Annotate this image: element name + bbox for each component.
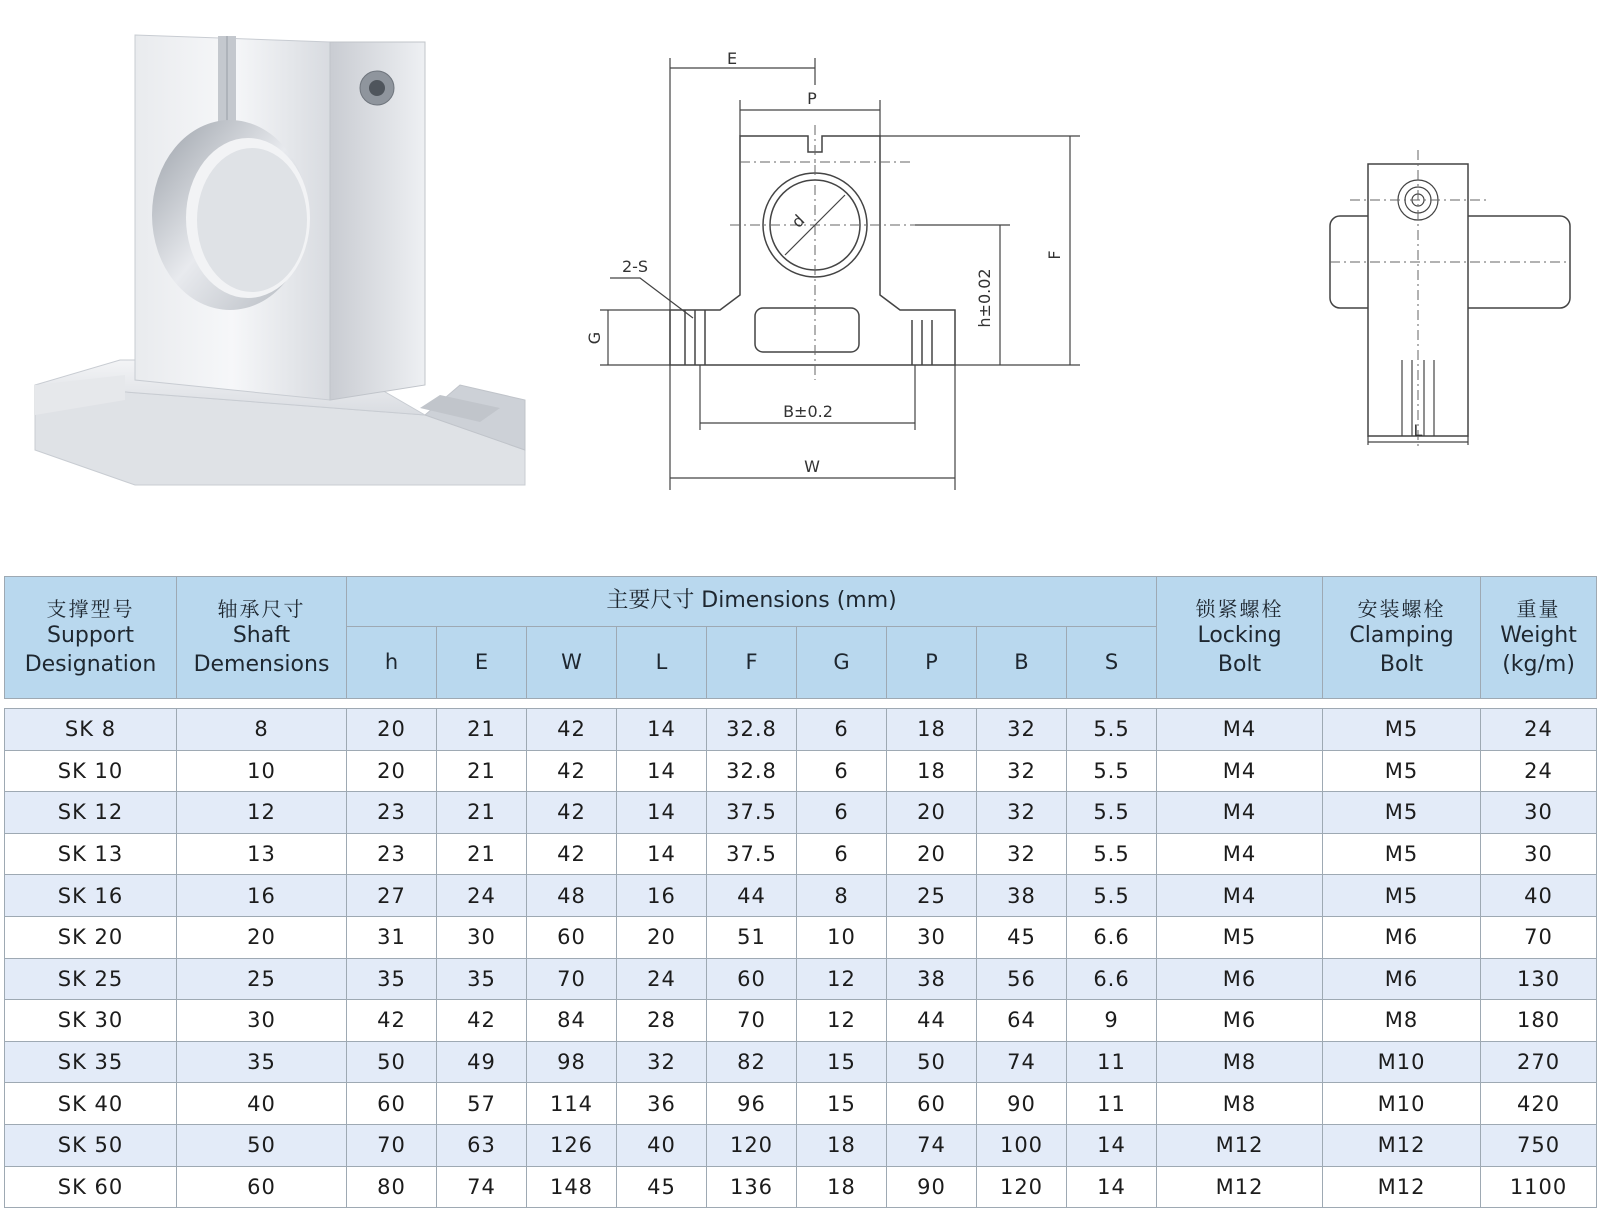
table-cell: 27: [347, 875, 437, 917]
table-cell: 98: [527, 1041, 617, 1083]
table-cell: M8: [1157, 1083, 1323, 1125]
table-row: [5, 1000, 1597, 1042]
header-dimensions: 主要尺寸 Dimensions (mm): [347, 577, 1157, 627]
table-cell: M6: [1323, 958, 1481, 1000]
table-cell: 14: [617, 792, 707, 834]
table-cell: 18: [797, 1166, 887, 1208]
table-cell: M6: [1157, 1000, 1323, 1042]
table-cell: 14: [617, 833, 707, 875]
table-cell: 31: [347, 916, 437, 958]
table-cell: 24: [437, 875, 527, 917]
table-cell: 50: [347, 1041, 437, 1083]
header-locking-en1: Locking: [1197, 622, 1282, 648]
table-cell: 15: [797, 1041, 887, 1083]
table-cell: 24: [1481, 750, 1597, 792]
table-cell: 40: [1481, 875, 1597, 917]
table-cell: M4: [1157, 875, 1323, 917]
table-cell: SK 8: [5, 709, 177, 751]
table-cell: 42: [347, 1000, 437, 1042]
table-cell: 74: [887, 1124, 977, 1166]
table-cell: 80: [347, 1166, 437, 1208]
table-cell: 114: [527, 1083, 617, 1125]
table-cell: 6: [797, 750, 887, 792]
header-dim-s: S: [1067, 627, 1157, 699]
table-cell: 12: [797, 958, 887, 1000]
table-cell: 14: [1067, 1166, 1157, 1208]
header-clamping-cn: 安装螺栓: [1357, 596, 1446, 621]
header-dim-e: E: [437, 627, 527, 699]
table-cell: 40: [617, 1124, 707, 1166]
table-cell: M12: [1323, 1166, 1481, 1208]
table-cell: M8: [1323, 1000, 1481, 1042]
table-cell: 5.5: [1067, 709, 1157, 751]
header-clamping-en1: Clamping: [1349, 622, 1454, 648]
front-view-drawing: [585, 40, 1110, 510]
label-W: W: [804, 457, 820, 476]
table-cell: 15: [797, 1083, 887, 1125]
table-cell: 148: [527, 1166, 617, 1208]
table-cell: M6: [1323, 916, 1481, 958]
label-h: h±0.02: [975, 268, 994, 328]
table-cell: 42: [437, 1000, 527, 1042]
table-cell: 42: [527, 833, 617, 875]
table-cell: 70: [347, 1124, 437, 1166]
table-cell: 32.8: [707, 709, 797, 751]
header-dim-g: G: [797, 627, 887, 699]
table-cell: M10: [1323, 1041, 1481, 1083]
table-cell: M12: [1157, 1124, 1323, 1166]
table-cell: 48: [527, 875, 617, 917]
table-cell: 42: [527, 750, 617, 792]
table-cell: 36: [617, 1083, 707, 1125]
table-cell: 420: [1481, 1083, 1597, 1125]
table-cell: 11: [1067, 1041, 1157, 1083]
table-cell: 90: [977, 1083, 1067, 1125]
table-cell: 14: [617, 709, 707, 751]
table-cell: 5.5: [1067, 875, 1157, 917]
table-cell: 30: [887, 916, 977, 958]
table-cell: 11: [1067, 1083, 1157, 1125]
header-designation-en2: Designation: [24, 651, 157, 677]
table-cell: 21: [437, 792, 527, 834]
table-cell: 74: [977, 1041, 1067, 1083]
table-cell: 44: [887, 1000, 977, 1042]
table-cell: 23: [347, 792, 437, 834]
label-2-S: 2-S: [621, 257, 649, 276]
table-cell: M12: [1157, 1166, 1323, 1208]
header-dim-b: B: [977, 627, 1067, 699]
table-cell: 90: [887, 1166, 977, 1208]
header-clamping-en2: Bolt: [1379, 651, 1424, 677]
table-cell: SK 30: [5, 1000, 177, 1042]
header-shaft: [177, 577, 347, 699]
table-cell: 25: [887, 875, 977, 917]
table-cell: 35: [347, 958, 437, 1000]
table-cell: 25: [177, 958, 347, 1000]
table-cell: 1100: [1481, 1166, 1597, 1208]
table-cell: 63: [437, 1124, 527, 1166]
label-B: B±0.2: [783, 402, 833, 421]
table-cell: M6: [1157, 958, 1323, 1000]
table-cell: 74: [437, 1166, 527, 1208]
table-cell: 120: [977, 1166, 1067, 1208]
table-cell: 14: [617, 750, 707, 792]
header-shaft-cn: 轴承尺寸: [217, 596, 306, 621]
header-dim-w: W: [527, 627, 617, 699]
label-E: E: [726, 49, 738, 68]
table-cell: 32: [617, 1041, 707, 1083]
table-cell: M8: [1157, 1041, 1323, 1083]
table-cell: 10: [177, 750, 347, 792]
table-row: [5, 1166, 1597, 1208]
table-cell: 23: [347, 833, 437, 875]
table-cell: 270: [1481, 1041, 1597, 1083]
table-cell: 12: [797, 1000, 887, 1042]
header-shaft-en2: Demensions: [193, 651, 330, 677]
table-cell: M4: [1157, 792, 1323, 834]
spec-table: [4, 576, 1597, 1208]
table-cell: 136: [707, 1166, 797, 1208]
table-cell: SK 50: [5, 1124, 177, 1166]
header-designation-cn: 支撑型号: [46, 596, 135, 621]
table-cell: SK 40: [5, 1083, 177, 1125]
table-cell: 21: [437, 750, 527, 792]
table-cell: M4: [1157, 750, 1323, 792]
table-cell: 16: [177, 875, 347, 917]
table-cell: 84: [527, 1000, 617, 1042]
table-cell: 32: [977, 750, 1067, 792]
table-cell: 5.5: [1067, 833, 1157, 875]
table-cell: 24: [1481, 709, 1597, 751]
table-cell: 18: [887, 750, 977, 792]
table-cell: SK 10: [5, 750, 177, 792]
table-cell: 5.5: [1067, 750, 1157, 792]
table-cell: 130: [1481, 958, 1597, 1000]
table-cell: 20: [347, 750, 437, 792]
table-cell: 6.6: [1067, 958, 1157, 1000]
table-cell: SK 35: [5, 1041, 177, 1083]
table-cell: SK 12: [5, 792, 177, 834]
header-gap: [5, 699, 1597, 709]
table-cell: 49: [437, 1041, 527, 1083]
table-cell: 100: [977, 1124, 1067, 1166]
table-cell: 18: [887, 709, 977, 751]
table-cell: 8: [177, 709, 347, 751]
table-cell: SK 13: [5, 833, 177, 875]
table-cell: M4: [1157, 709, 1323, 751]
table-cell: 30: [1481, 833, 1597, 875]
table-cell: 30: [1481, 792, 1597, 834]
table-cell: 32: [977, 709, 1067, 751]
table-cell: 60: [707, 958, 797, 1000]
table-row: [5, 958, 1597, 1000]
table-row: [5, 875, 1597, 917]
table-cell: 60: [347, 1083, 437, 1125]
table-cell: M5: [1323, 792, 1481, 834]
table-cell: 20: [347, 709, 437, 751]
table-header: [5, 577, 1597, 709]
table-row: [5, 750, 1597, 792]
table-cell: 5.5: [1067, 792, 1157, 834]
table-cell: 64: [977, 1000, 1067, 1042]
table-cell: 50: [887, 1041, 977, 1083]
header-weight: [1481, 577, 1597, 699]
table-cell: 6.6: [1067, 916, 1157, 958]
table-cell: 20: [887, 833, 977, 875]
label-F: F: [1045, 250, 1064, 260]
table-cell: 70: [527, 958, 617, 1000]
header-designation: [5, 577, 177, 699]
table-cell: 60: [887, 1083, 977, 1125]
label-d: d: [787, 210, 809, 232]
header-dim-h: h: [347, 627, 437, 699]
header-locking: [1157, 577, 1323, 699]
header-weight-en1: Weight: [1500, 622, 1577, 648]
table-cell: 13: [177, 833, 347, 875]
table-cell: 82: [707, 1041, 797, 1083]
table-cell: 38: [977, 875, 1067, 917]
table-row: [5, 1124, 1597, 1166]
table-cell: 14: [1067, 1124, 1157, 1166]
table-cell: 21: [437, 709, 527, 751]
table-cell: M5: [1323, 709, 1481, 751]
header-shaft-en1: Shaft: [232, 622, 291, 648]
table-cell: 28: [617, 1000, 707, 1042]
table-cell: 50: [177, 1124, 347, 1166]
table-cell: 60: [177, 1166, 347, 1208]
table-cell: 16: [617, 875, 707, 917]
table-cell: M5: [1157, 916, 1323, 958]
table-cell: 32: [977, 792, 1067, 834]
table-cell: 40: [177, 1083, 347, 1125]
header-weight-cn: 重量: [1516, 596, 1561, 621]
table-cell: 30: [177, 1000, 347, 1042]
table-cell: 42: [527, 709, 617, 751]
header-locking-en2: Bolt: [1217, 651, 1262, 677]
table-cell: SK 16: [5, 875, 177, 917]
table-cell: 45: [617, 1166, 707, 1208]
table-row: [5, 1041, 1597, 1083]
table-cell: 9: [1067, 1000, 1157, 1042]
table-cell: 38: [887, 958, 977, 1000]
table-cell: 42: [527, 792, 617, 834]
table-cell: 35: [437, 958, 527, 1000]
header-weight-en2: (kg/m): [1502, 651, 1575, 677]
table-row: [5, 916, 1597, 958]
table-cell: 20: [617, 916, 707, 958]
table-row: [5, 709, 1597, 751]
table-cell: 60: [527, 916, 617, 958]
table-cell: 32: [977, 833, 1067, 875]
table-cell: 30: [437, 916, 527, 958]
table-body: [5, 709, 1597, 1208]
table-cell: 45: [977, 916, 1067, 958]
header-clamping: [1323, 577, 1481, 699]
table-cell: 6: [797, 709, 887, 751]
label-P: P: [807, 89, 817, 108]
table-cell: M5: [1323, 875, 1481, 917]
table-cell: 24: [617, 958, 707, 1000]
table-cell: M12: [1323, 1124, 1481, 1166]
label-G: G: [585, 331, 604, 345]
table-cell: SK 20: [5, 916, 177, 958]
table-row: [5, 1083, 1597, 1125]
table-cell: 35: [177, 1041, 347, 1083]
table-cell: 21: [437, 833, 527, 875]
table-cell: 20: [887, 792, 977, 834]
table-cell: M5: [1323, 750, 1481, 792]
product-photo: [30, 30, 550, 510]
header-designation-en1: Support: [47, 622, 134, 648]
table-cell: 57: [437, 1083, 527, 1125]
table-cell: 12: [177, 792, 347, 834]
table-cell: 8: [797, 875, 887, 917]
table-cell: 70: [1481, 916, 1597, 958]
table-cell: 51: [707, 916, 797, 958]
table-cell: M4: [1157, 833, 1323, 875]
table-cell: 70: [707, 1000, 797, 1042]
header-dim-l: L: [617, 627, 707, 699]
table-cell: M5: [1323, 833, 1481, 875]
table-cell: M10: [1323, 1083, 1481, 1125]
table-row: [5, 833, 1597, 875]
table-cell: 18: [797, 1124, 887, 1166]
table-cell: SK 60: [5, 1166, 177, 1208]
table-cell: SK 25: [5, 958, 177, 1000]
header-locking-cn: 锁紧螺栓: [1195, 596, 1284, 621]
table-cell: 6: [797, 833, 887, 875]
header-dim-p: P: [887, 627, 977, 699]
side-view-drawing: [1330, 140, 1570, 460]
table-cell: 44: [707, 875, 797, 917]
table-cell: 37.5: [707, 833, 797, 875]
table-cell: 6: [797, 792, 887, 834]
table-cell: 10: [797, 916, 887, 958]
table-cell: 180: [1481, 1000, 1597, 1042]
table-cell: 32.8: [707, 750, 797, 792]
table-cell: 126: [527, 1124, 617, 1166]
table-cell: 96: [707, 1083, 797, 1125]
table-cell: 56: [977, 958, 1067, 1000]
table-row: [5, 792, 1597, 834]
table-cell: 120: [707, 1124, 797, 1166]
label-L: L: [1413, 421, 1423, 440]
table-cell: 20: [177, 916, 347, 958]
table-cell: 750: [1481, 1124, 1597, 1166]
table-cell: 37.5: [707, 792, 797, 834]
header-dim-f: F: [707, 627, 797, 699]
